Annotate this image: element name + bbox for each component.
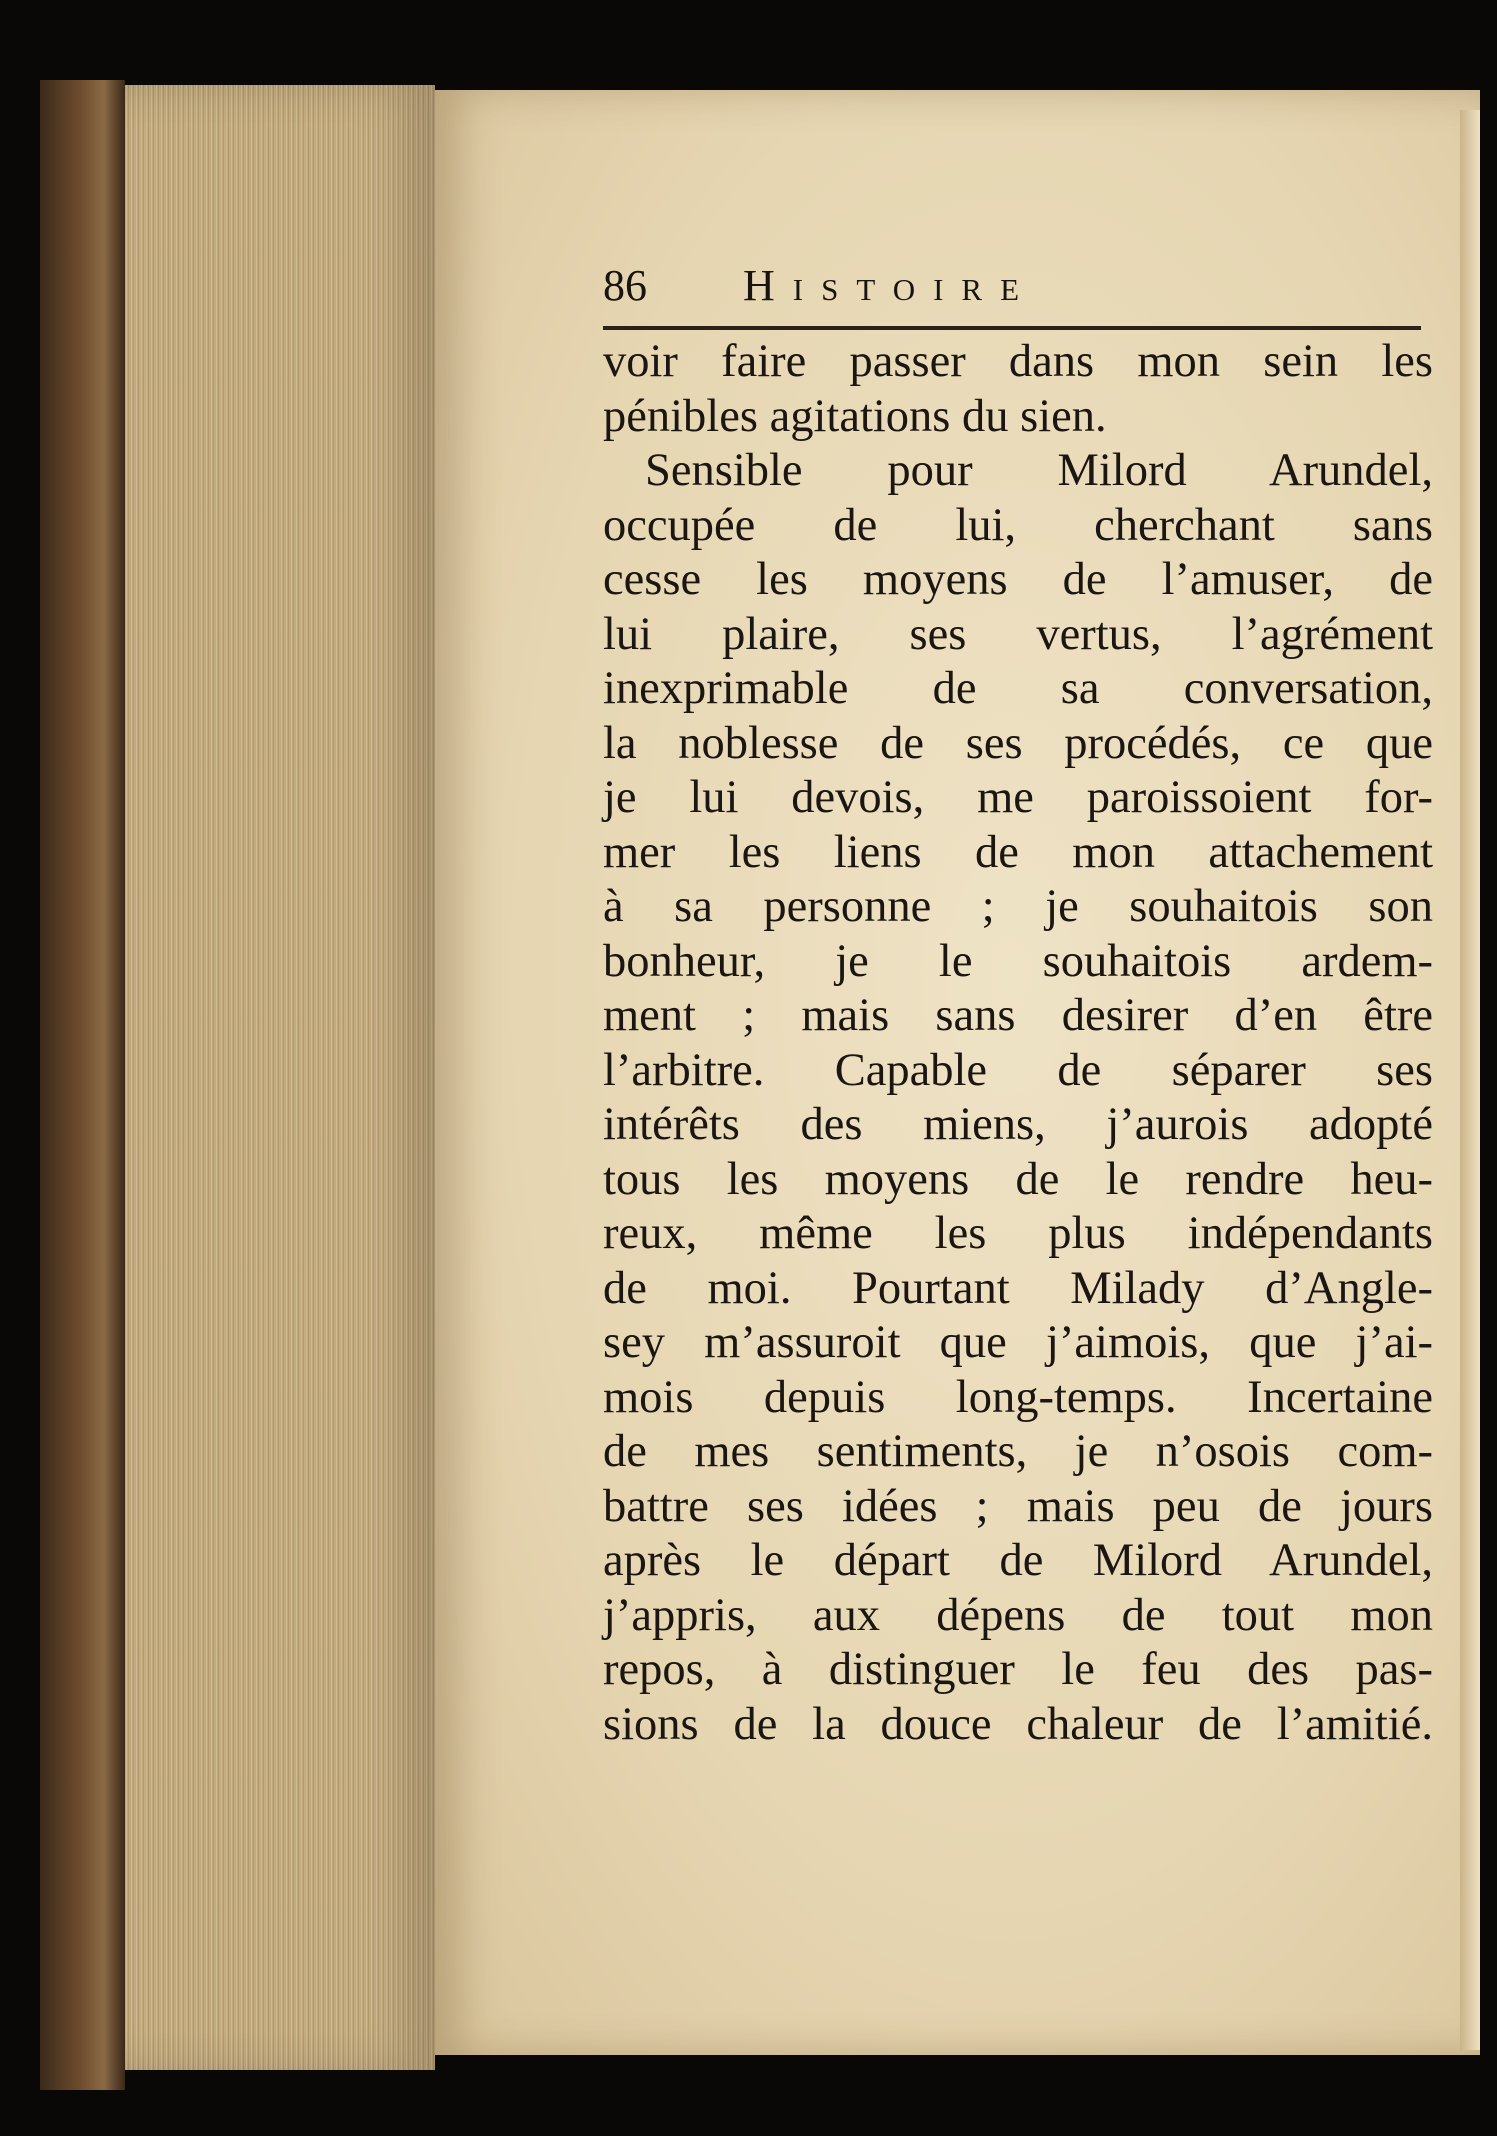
text-line: l’arbitre. Capable de séparer ses bbox=[603, 1044, 1433, 1096]
text-line: bonheur, je le souhaitois ardem- bbox=[603, 935, 1433, 987]
text-line: mois depuis long-temps. Incertaine bbox=[603, 1371, 1433, 1423]
text-line: voir faire passer dans mon sein les bbox=[603, 336, 1433, 387]
text-line: je lui devois, me paroissoient for- bbox=[603, 772, 1433, 823]
text-line: sey m’assuroit que j’aimois, que j’ai- bbox=[603, 1317, 1433, 1368]
text-line: cesse les moyens de l’amuser, de bbox=[603, 554, 1433, 605]
text-line: ment ; mais sans desirer d’en être bbox=[603, 990, 1433, 1041]
text-line: tous les moyens de le rendre heu- bbox=[603, 1153, 1433, 1205]
text-line: Sensible pour Milord Arundel, bbox=[645, 445, 1433, 496]
running-head: Histoire bbox=[743, 261, 1038, 310]
text-line: de mes sentiments, je n’osois com- bbox=[603, 1426, 1433, 1477]
text-line: repos, à distinguer le feu des pas- bbox=[603, 1644, 1433, 1695]
text-line: battre ses idées ; mais peu de jours bbox=[603, 1480, 1433, 1532]
text-line: mer les liens de mon attachement bbox=[603, 826, 1433, 878]
book-spine bbox=[40, 80, 125, 2090]
page-edges bbox=[125, 85, 435, 2070]
next-page-edge bbox=[1460, 110, 1480, 2050]
text-line: après le départ de Milord Arundel, bbox=[603, 1535, 1433, 1586]
text-line: sions de la douce chaleur de l’amitié. bbox=[603, 1698, 1433, 1750]
page-header bbox=[603, 260, 1423, 320]
page-number: 86 bbox=[603, 261, 647, 310]
header-rule bbox=[603, 326, 1421, 330]
text-line: à sa personne ; je souhaitois son bbox=[603, 881, 1433, 932]
text-line: de moi. Pourtant Milady d’Angle- bbox=[603, 1262, 1433, 1314]
text-line: la noblesse de ses procédés, ce que bbox=[603, 717, 1433, 769]
book-page bbox=[435, 90, 1480, 2055]
text-line: lui plaire, ses vertus, l’agrément bbox=[603, 608, 1433, 660]
text-line: reux, même les plus indépendants bbox=[603, 1208, 1433, 1259]
text-line: intérêts des miens, j’aurois adopté bbox=[603, 1099, 1433, 1150]
text-line: pénibles agitations du sien. bbox=[603, 390, 1107, 442]
text-line: j’appris, aux dépens de tout mon bbox=[603, 1589, 1433, 1641]
text-line: occupée de lui, cherchant sans bbox=[603, 499, 1433, 551]
book bbox=[40, 80, 1480, 2090]
text-line: inexprimable de sa conversation, bbox=[603, 663, 1433, 714]
body-text bbox=[603, 335, 1433, 1752]
